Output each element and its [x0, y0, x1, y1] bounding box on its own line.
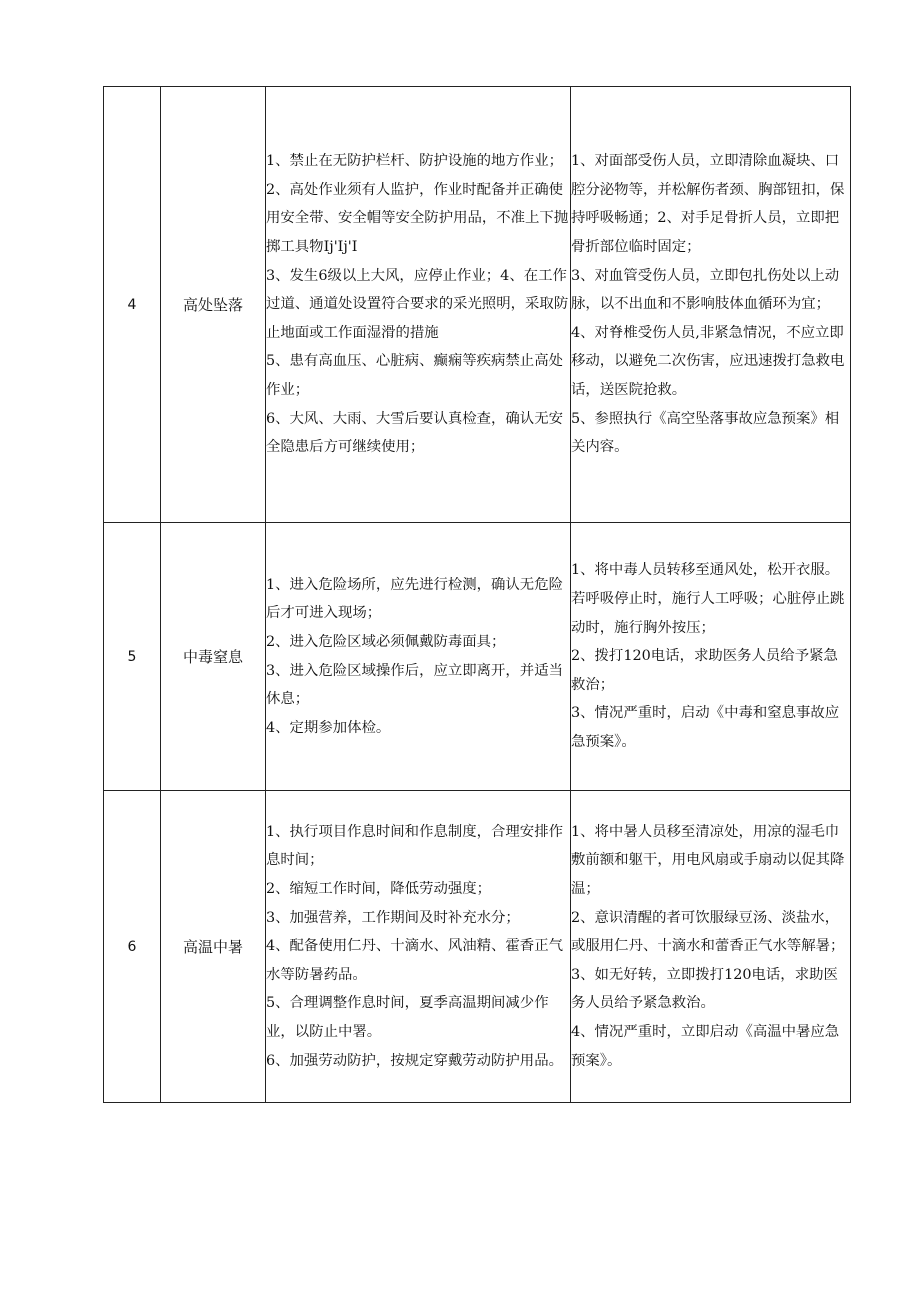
prevention-measures: [266, 523, 571, 791]
table-row: [104, 523, 851, 791]
prevention-item: 2、缩短工作时间，降低劳动强度；: [266, 881, 492, 898]
hazard-name: 高温中暑: [161, 791, 266, 1103]
emergency-response: [571, 523, 851, 791]
prevention-item: 5、合理调整作息时间，夏季高温期间减少作业，以防止中署。: [266, 995, 549, 1040]
response-item: 3、情况严重时，启动《中毒和窒息事故应急预案》。: [571, 705, 840, 750]
response-item: 5、参照执行《高空坠落事故应急预案》相关内容。: [571, 410, 840, 456]
emergency-response: [571, 87, 851, 523]
prevention-item: 6、大风、大雨、大雪后要认真检查，确认无安全隐患后方可继续使用；: [266, 410, 563, 456]
hazard-name: 高处坠落: [161, 87, 266, 523]
prevention-item: 1、禁止在无防护栏杆、防护设施的地方作业；: [266, 153, 563, 170]
prevention-item: 3、进入危险区域操作后，应立即离开，并适当休息；: [266, 662, 563, 708]
prevention-item: 2、进入危险区域必须佩戴防毒面具；: [266, 633, 506, 650]
table-row: [104, 87, 851, 523]
response-item: 4、情况严重时，立即启动《高温中暑应急预案》。: [571, 1023, 840, 1069]
prevention-item: 1、进入危险场所，应先进行检测，确认无危险后才可进入现场；: [266, 576, 563, 622]
row-number: 5: [104, 523, 161, 791]
prevention-measures: [266, 791, 571, 1103]
prevention-item: 5、患有高血压、心脏病、癫痫等疾病禁止高处作业；: [266, 353, 563, 398]
prevention-item: 2、高处作业须有人监护，作业时配备并正确使用安全带、安全帽等安全防护用品，不准上下抛掷工具物Ij'Ij'I: [266, 181, 569, 256]
row-number: 6: [104, 791, 161, 1103]
hazard-table: [103, 86, 851, 1103]
response-item: 1、对面部受伤人员，立即清除血凝块、口腔分泌物等，并松解伤者颈、胸部钮扣，保持呼吸畅通；2、对手足骨折人员，立即把骨折部位临时固定；: [571, 153, 845, 256]
prevention-item: 1、执行项目作息时间和作息制度，合理安排作息时间；: [266, 823, 563, 869]
response-item: 1、将中毒人员转移至通风处，松开衣服。若呼吸停止时，施行人工呼吸；心脏停止跳动时，施行胸外按压；: [571, 562, 845, 636]
hazard-name: 中毒窒息: [161, 523, 266, 791]
prevention-item: 4、定期参加体检。: [266, 719, 391, 736]
table-row: [104, 791, 851, 1103]
row-number: 4: [104, 87, 161, 523]
response-item: 1、将中暑人员移至清凉处，用凉的湿毛巾敷前额和躯干，用电风扇或手扇动以促其降温；: [571, 823, 845, 898]
response-item: 2、拨打120电话，求助医务人员给予紧急救治；: [571, 648, 838, 693]
response-item: 3、对血管受伤人员，立即包扎伤处以上动脉，以不出血和不影响肢体血循环为宜；: [571, 267, 840, 313]
response-item: 4、对脊椎受伤人员,非紧急情况，不应立即移动，以避免二次伤害，应迅速拨打急救电话，送医院抢救。: [571, 324, 845, 398]
response-item: 2、意识清醒的者可饮服绿豆汤、淡盐水，或服用仁丹、十滴水和蕾香正气水等解暑；: [571, 909, 845, 955]
prevention-item: 6、加强劳动防护，按规定穿戴劳动防护用品。: [266, 1052, 563, 1069]
prevention-item: 3、发生6级以上大风，应停止作业；4、在工作过道、通道处设置符合要求的采光照明，采取防止地面或工作面湿滑的措施: [266, 267, 569, 341]
prevention-measures: [266, 87, 571, 523]
emergency-response: [571, 791, 851, 1103]
response-item: 3、如无好转，立即拨打120电话，求助医务人员给予紧急救治。: [571, 966, 838, 1012]
prevention-item: 4、配备使用仁丹、十滴水、风油精、霍香正气水等防暑药品。: [266, 938, 563, 983]
prevention-item: 3、加强营养，工作期间及时补充水分；: [266, 909, 520, 926]
